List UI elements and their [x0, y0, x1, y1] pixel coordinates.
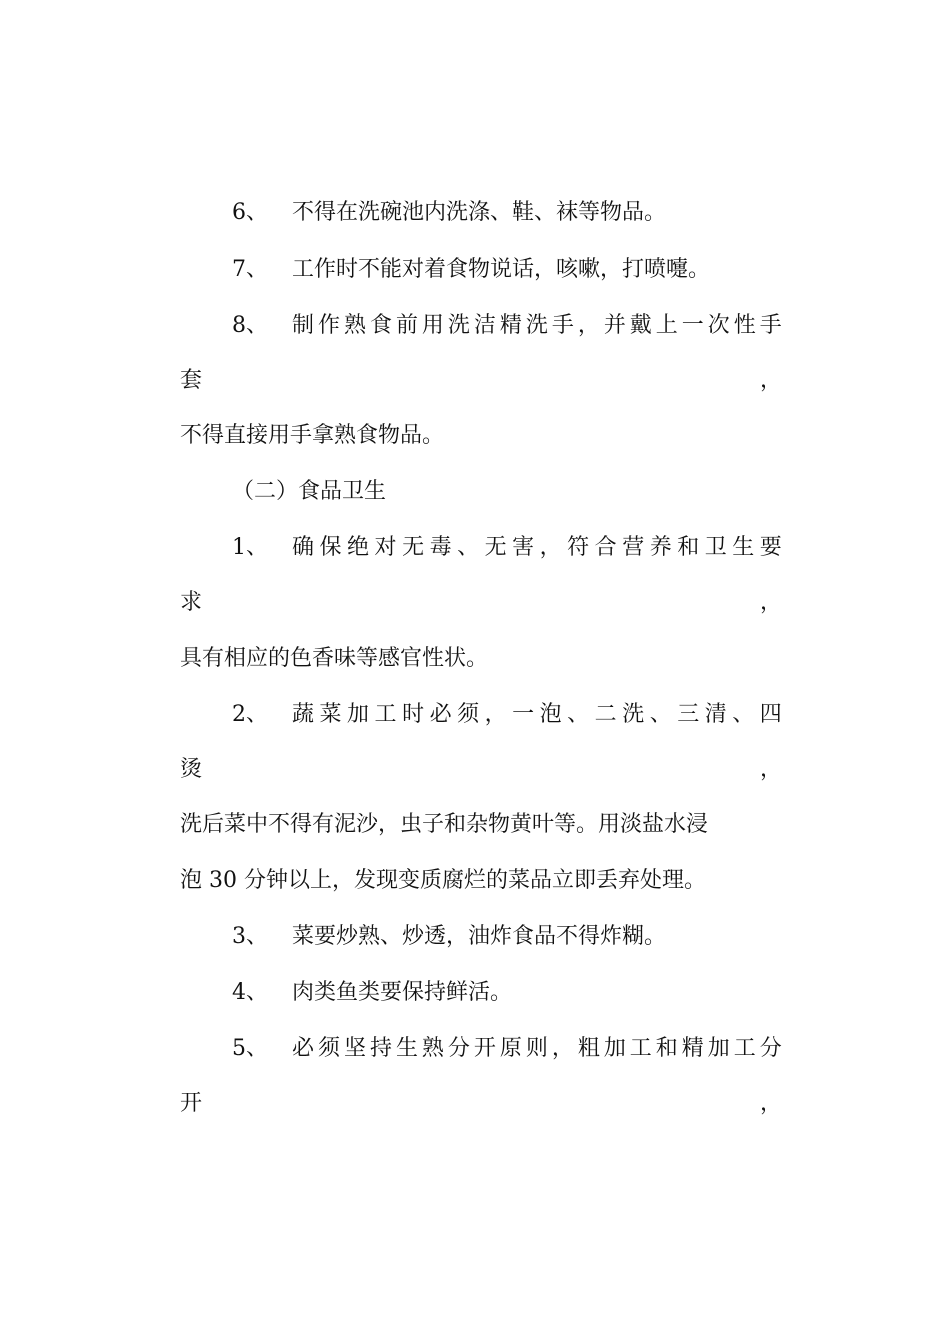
- char: 粗: [577, 1036, 600, 1061]
- item-1-continuation: [180, 588, 782, 618]
- char: 营: [622, 535, 645, 560]
- char: 工: [629, 1036, 652, 1061]
- char: 保: [319, 535, 342, 560]
- char: 性: [733, 313, 756, 338]
- char: 四: [759, 702, 782, 727]
- list-item-5: [180, 1034, 782, 1064]
- item-number: 8、: [232, 313, 268, 338]
- item-number: 2、: [232, 702, 268, 727]
- char: 手: [759, 313, 782, 338]
- char: 精: [499, 313, 522, 338]
- char: ，: [539, 535, 562, 560]
- char: 清: [704, 702, 727, 727]
- char: 分: [759, 1036, 782, 1061]
- char: 须: [457, 702, 480, 727]
- char: 用: [421, 313, 444, 338]
- char: 熟: [421, 1036, 444, 1061]
- item-number: 6、: [232, 200, 268, 225]
- char: 对: [374, 535, 397, 560]
- char: 菜: [319, 702, 342, 727]
- char: ，: [484, 702, 507, 727]
- char: 时: [402, 702, 425, 727]
- list-item-2: [180, 700, 782, 730]
- char: ，: [577, 313, 600, 338]
- char: 一: [681, 313, 704, 338]
- continuation-punct: ，: [759, 368, 782, 393]
- char: 一: [512, 702, 535, 727]
- char: 并: [603, 313, 626, 338]
- char: 洗: [622, 702, 645, 727]
- char: 三: [677, 702, 700, 727]
- item-2-line-4: 泡 30 分钟以上，发现变质腐烂的菜品立即丢弃处理。: [180, 868, 706, 893]
- char: ，: [551, 1036, 574, 1061]
- char: 毒: [429, 535, 452, 560]
- item-number: 5、: [232, 1036, 268, 1061]
- char: 加: [347, 702, 370, 727]
- char: 原: [499, 1036, 522, 1061]
- list-item-1: [180, 533, 782, 563]
- char: 符: [567, 535, 590, 560]
- char: 生: [732, 535, 755, 560]
- list-item-4: [180, 978, 782, 1008]
- char: 工: [374, 702, 397, 727]
- char: 泡: [539, 702, 562, 727]
- char: 必: [292, 1036, 315, 1061]
- char: 、: [649, 702, 672, 727]
- char: 绝: [347, 535, 370, 560]
- char: 无: [402, 535, 425, 560]
- char: 戴: [629, 313, 652, 338]
- char: 熟: [343, 313, 366, 338]
- continuation-char: 开: [180, 1091, 203, 1116]
- char: 和: [677, 535, 700, 560]
- item-text: [292, 533, 782, 563]
- char: 洗: [525, 313, 548, 338]
- char: 害: [512, 535, 535, 560]
- char: 洗: [447, 313, 470, 338]
- char: 持: [369, 1036, 392, 1061]
- item-number: 3、: [232, 924, 268, 949]
- char: 须: [317, 1036, 340, 1061]
- char: 加: [707, 1036, 730, 1061]
- char: 、: [457, 535, 480, 560]
- char: 次: [707, 313, 730, 338]
- char: 上: [655, 313, 678, 338]
- char: 开: [473, 1036, 496, 1061]
- char: 必: [429, 702, 452, 727]
- item-2-line-3: 洗后菜中不得有泥沙，虫子和杂物黄叶等。用淡盐水浸: [180, 812, 709, 837]
- char: 和: [655, 1036, 678, 1061]
- list-item-7: [180, 255, 782, 285]
- item-5-continuation: [180, 1089, 782, 1119]
- char: 蔬: [292, 702, 315, 727]
- char: 、: [732, 702, 755, 727]
- char: 坚: [343, 1036, 366, 1061]
- char: 卫: [704, 535, 727, 560]
- char: 则: [525, 1036, 548, 1061]
- char: 无: [484, 535, 507, 560]
- continuation-char: 求: [180, 590, 203, 615]
- char: 前: [395, 313, 418, 338]
- char: 食: [369, 313, 392, 338]
- item-number: 1、: [232, 535, 268, 560]
- item-text: 不得在洗碗池内洗涤、鞋、袜等物品。: [292, 200, 667, 225]
- char: 分: [447, 1036, 470, 1061]
- char: 作: [317, 313, 340, 338]
- item-text: 工作时不能对着食物说话，咳嗽，打喷嚏。: [292, 257, 711, 282]
- char: 合: [594, 535, 617, 560]
- continuation-punct: ，: [759, 1091, 782, 1116]
- list-item-8: [180, 311, 782, 341]
- char: 养: [649, 535, 672, 560]
- char: 生: [395, 1036, 418, 1061]
- continuation-char: 套: [180, 368, 203, 393]
- item-text: [292, 700, 782, 730]
- item-number: 7、: [232, 257, 268, 282]
- char: 加: [603, 1036, 626, 1061]
- continuation-punct: ，: [759, 590, 782, 615]
- item-number: 4、: [232, 980, 268, 1005]
- char: 洁: [473, 313, 496, 338]
- item-text: [292, 311, 782, 341]
- list-item-3: [180, 922, 782, 952]
- list-item-6: [180, 198, 782, 228]
- item-text: 菜要炒熟、炒透，油炸食品不得炸糊。: [292, 924, 667, 949]
- char: 精: [681, 1036, 704, 1061]
- char: 、: [567, 702, 590, 727]
- section-heading: （二）食品卫生: [232, 479, 387, 504]
- continuation-char: 烫: [180, 757, 203, 782]
- char: 工: [733, 1036, 756, 1061]
- item-8-continuation: [180, 366, 782, 396]
- char: 二: [594, 702, 617, 727]
- char: 要: [759, 535, 782, 560]
- item-2-continuation: [180, 755, 782, 785]
- item-1-last-line: 具有相应的色香味等感官性状。: [180, 646, 489, 671]
- char: 制: [292, 313, 315, 338]
- item-text: 肉类鱼类要保持鲜活。: [292, 980, 513, 1005]
- item-text: [292, 1034, 782, 1064]
- char: 手: [551, 313, 574, 338]
- continuation-punct: ，: [759, 757, 782, 782]
- char: 确: [292, 535, 315, 560]
- item-8-last-line: 不得直接用手拿熟食物品。: [180, 423, 445, 448]
